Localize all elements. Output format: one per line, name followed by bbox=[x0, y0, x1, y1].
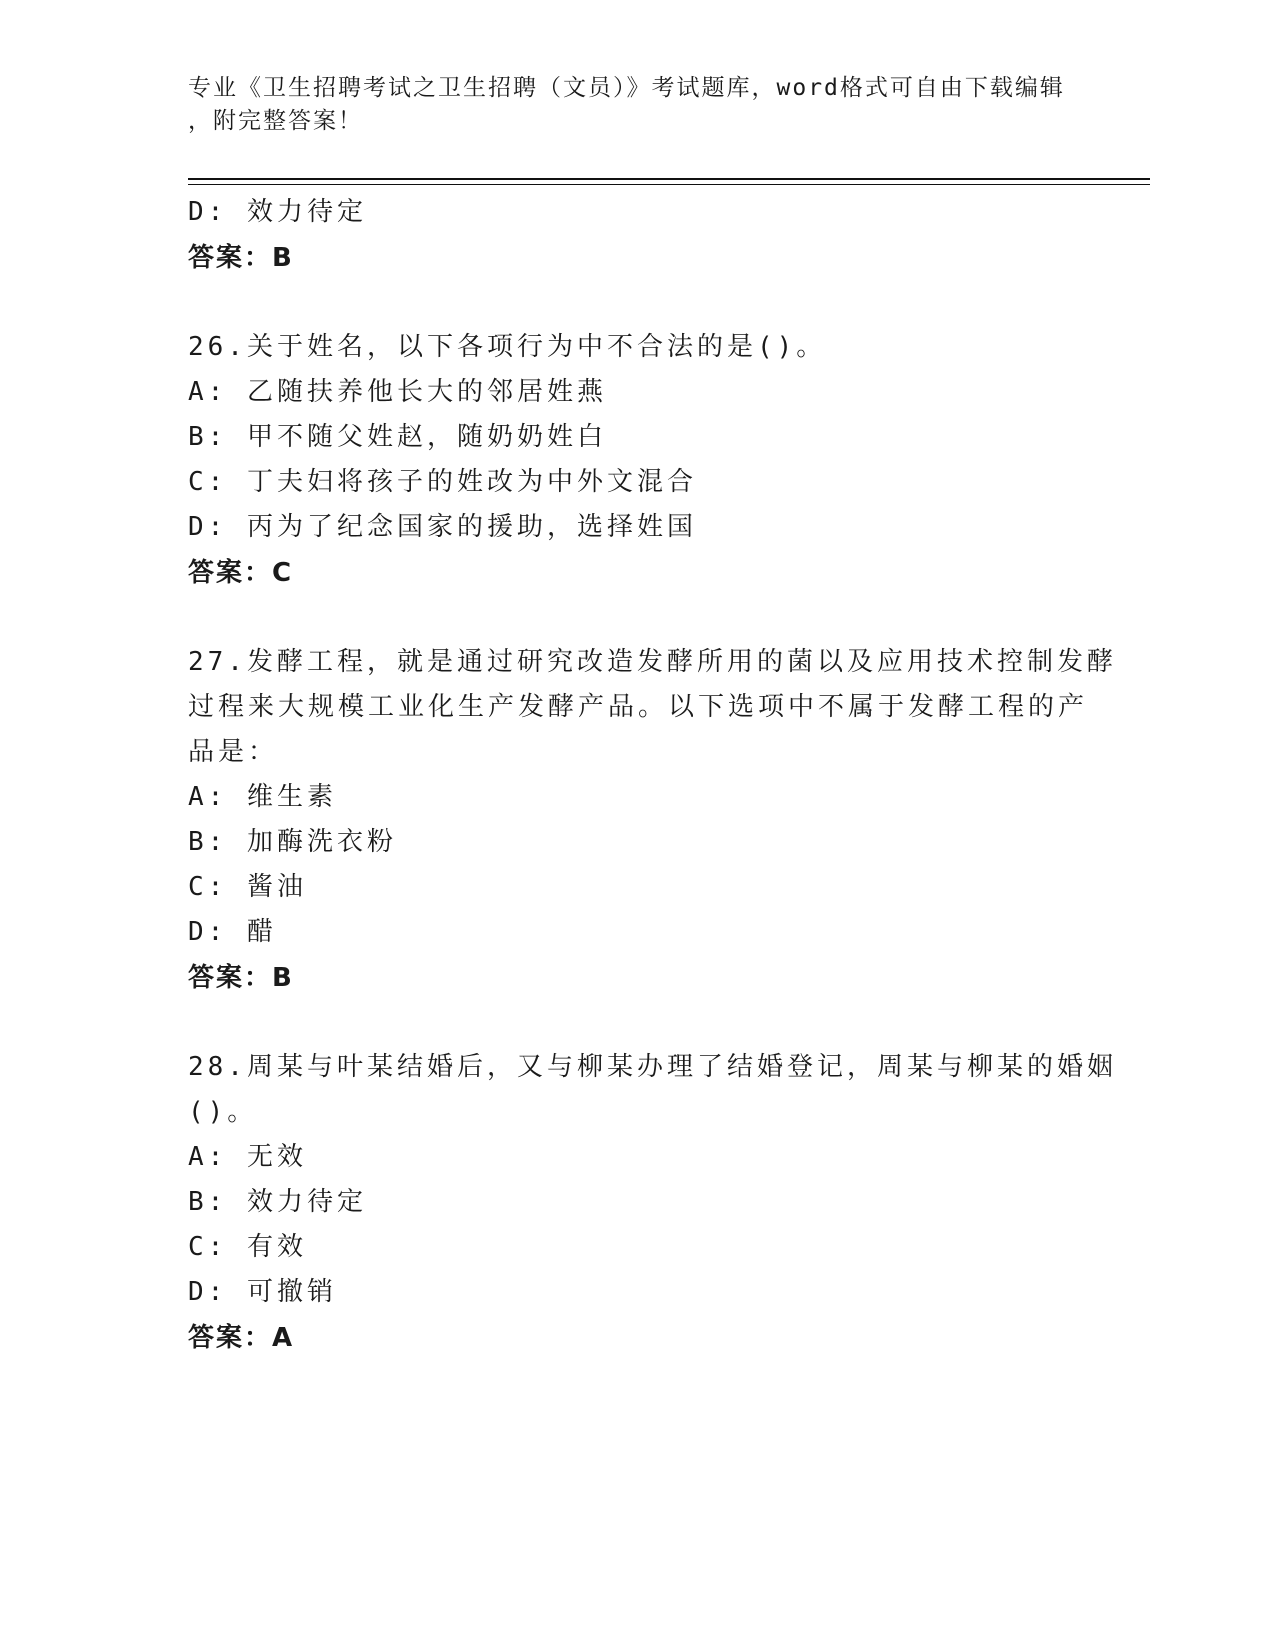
question-stem-line-3: 品是： bbox=[188, 737, 279, 767]
option-d: D: 醋 bbox=[188, 917, 277, 947]
question-27 bbox=[188, 640, 1117, 1001]
answer-line: 答案：B bbox=[188, 243, 294, 273]
header-line-1: 专业《卫生招聘考试之卫生招聘（文员）》考试题库，word格式可自由下载编辑 bbox=[188, 75, 1065, 101]
question-28 bbox=[188, 1045, 1117, 1361]
option-b: B: 甲不随父姓赵，随奶奶姓白 bbox=[188, 422, 607, 452]
header-rule-thin bbox=[188, 184, 1150, 185]
option-a: A: 维生素 bbox=[188, 782, 337, 812]
option-c: C: 酱油 bbox=[188, 872, 307, 902]
spacer bbox=[188, 1001, 1088, 1045]
question-stem-line-1: 28.周某与叶某结婚后，又与柳某办理了结婚登记，周某与柳某的婚姻 bbox=[188, 1052, 1117, 1082]
previous-question-tail bbox=[188, 190, 1088, 281]
question-stem-line-2: ()。 bbox=[188, 1097, 258, 1127]
option-c: C: 丁夫妇将孩子的姓改为中外文混合 bbox=[188, 467, 697, 497]
question-stem-line-2: 过程来大规模工业化生产发酵产品。以下选项中不属于发酵工程的产 bbox=[188, 692, 1089, 722]
answer-line: 答案：A bbox=[188, 1323, 295, 1353]
spacer bbox=[188, 596, 1088, 640]
option-d: D: 效力待定 bbox=[188, 197, 367, 227]
option-b: B: 效力待定 bbox=[188, 1187, 367, 1217]
answer-line: 答案：B bbox=[188, 963, 294, 993]
question-stem-line-1: 27.发酵工程，就是通过研究改造发酵所用的菌以及应用技术控制发酵 bbox=[188, 647, 1117, 677]
option-b: B: 加酶洗衣粉 bbox=[188, 827, 397, 857]
option-a: A: 无效 bbox=[188, 1142, 307, 1172]
answer-line: 答案：C bbox=[188, 558, 294, 588]
header-line-2: ，附完整答案！ bbox=[188, 108, 363, 134]
header-rule-thick bbox=[188, 178, 1150, 180]
question-stem: 26.关于姓名，以下各项行为中不合法的是()。 bbox=[188, 332, 827, 362]
question-list bbox=[188, 190, 1117, 1361]
question-26 bbox=[188, 325, 1088, 596]
option-d: D: 丙为了纪念国家的援助，选择姓国 bbox=[188, 512, 697, 542]
document-header bbox=[188, 72, 1088, 138]
option-c: C: 有效 bbox=[188, 1232, 307, 1262]
option-d: D: 可撤销 bbox=[188, 1277, 337, 1307]
spacer bbox=[188, 281, 1088, 325]
option-a: A: 乙随扶养他长大的邻居姓燕 bbox=[188, 377, 607, 407]
